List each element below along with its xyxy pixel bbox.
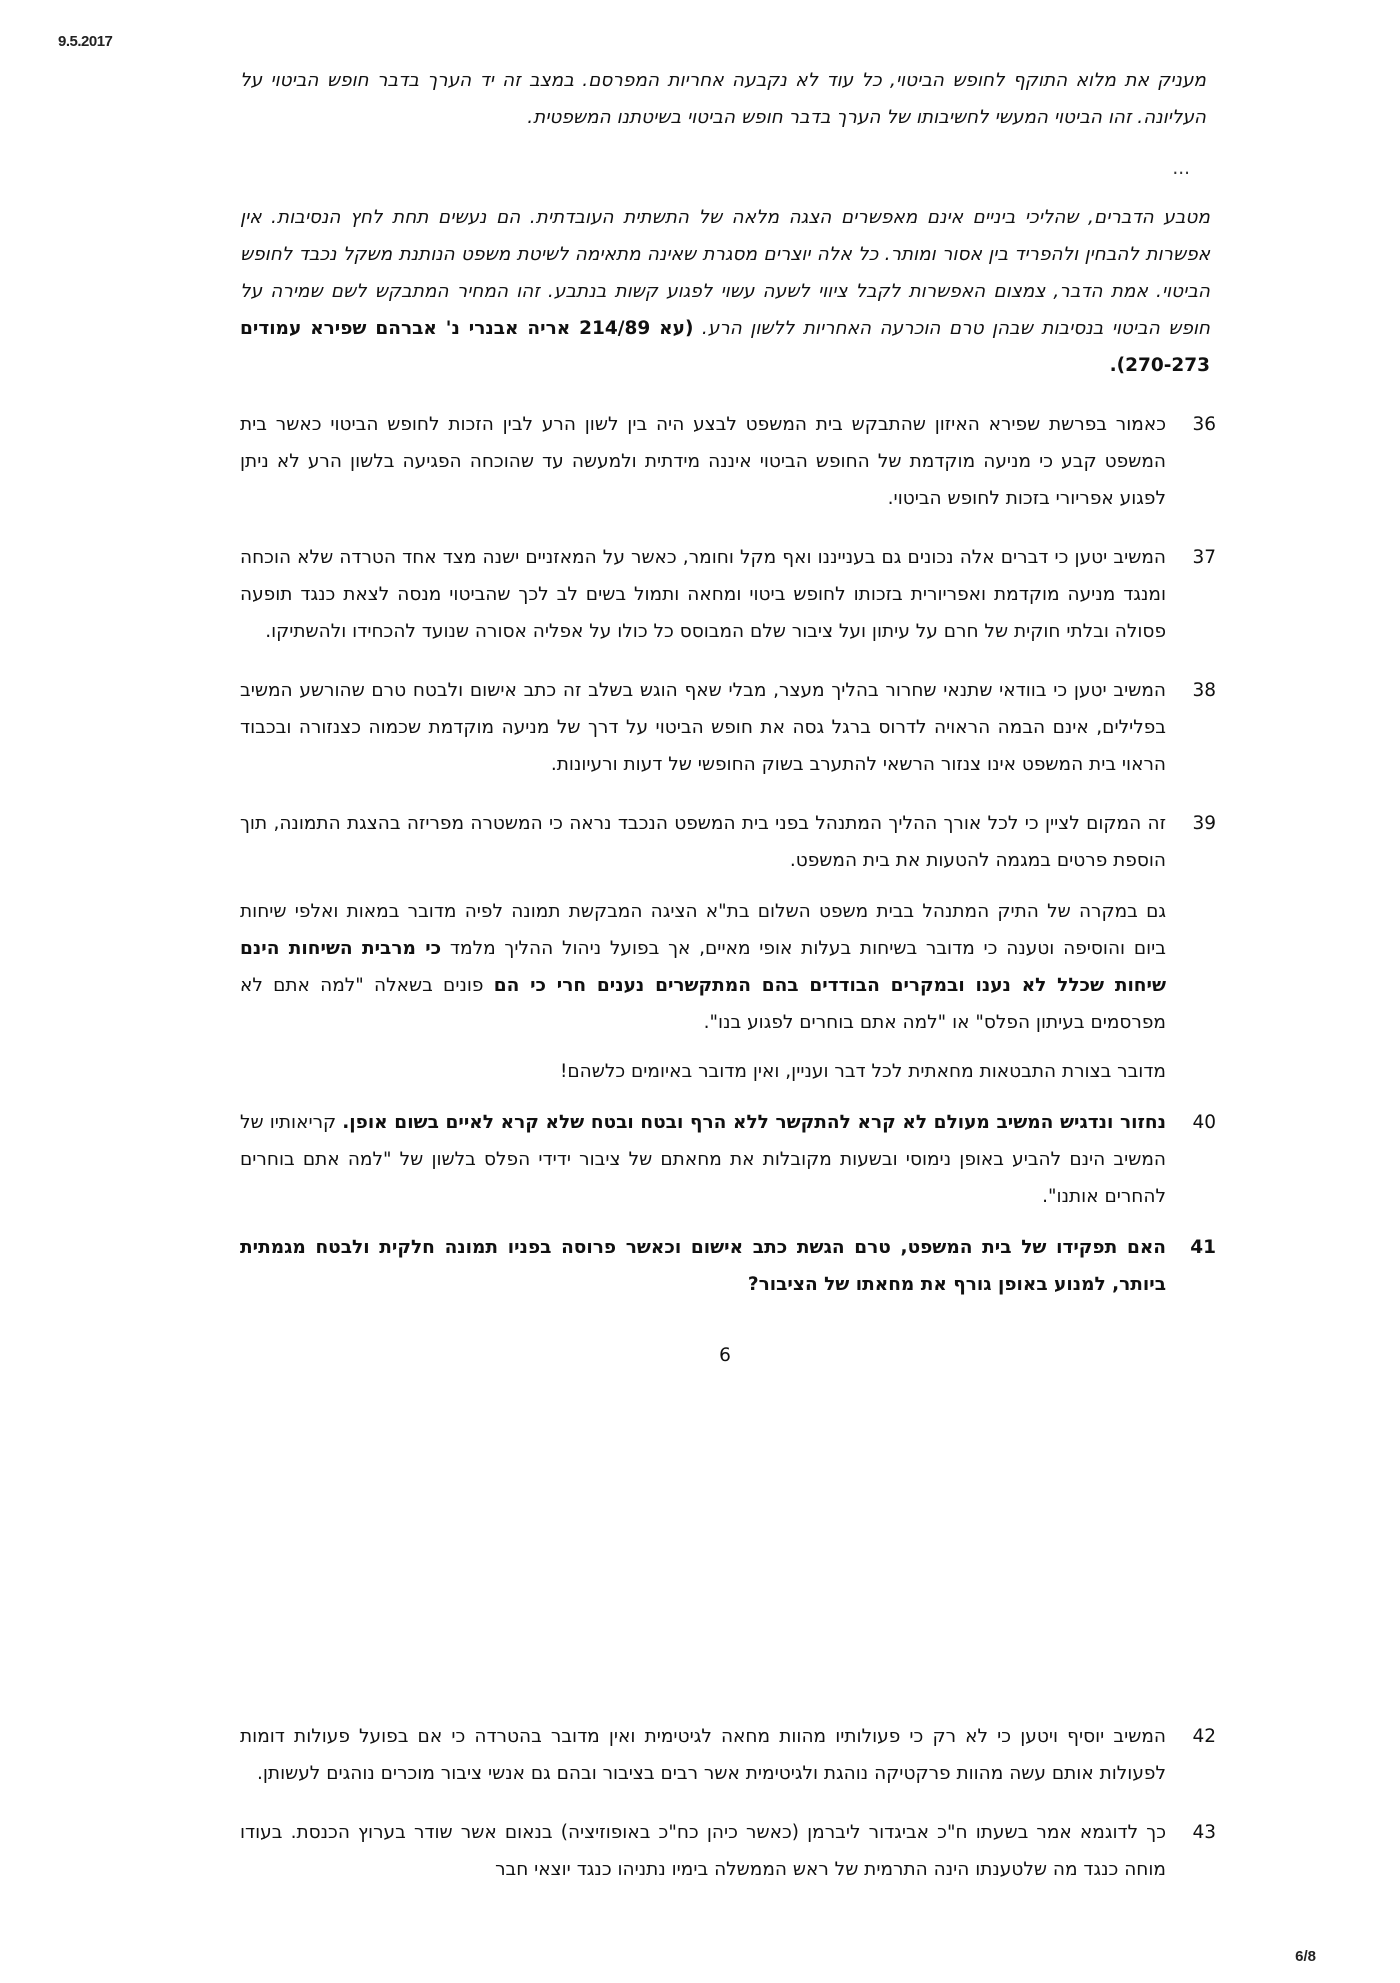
document-page-6 [240,50,1216,1374]
paragraph-number: 43 [1192,1822,1216,1843]
page-counter: 6/8 [1295,1948,1316,1965]
paragraph-37 [240,539,1216,650]
paragraph-38 [240,672,1216,783]
ellipsis: ... [1172,158,1190,179]
continuation-text: גם במקרה של התיק המתנהל בבית משפט השלום בת"א הציגה המבקשת תמונה לפיה מדובר במאות ואלפי שיחות ביום והוסיפה וטענה כי מדובר בשיחות בעלות אופי מאיים, אך בפועל ניהול ההליך מלמד [240,901,1166,959]
continuation-bold: כי מרבית השיחות הינם שיחות שכלל לא נענו ובמקרים הבודדים בהם המתקשרים נענים חרי כי הם [240,938,1166,996]
quote-top: מעניק את מלוא התוקף לחופש הביטוי, כל עוד לא נקבעה אחריות המפרסם. במצב זה יד הערך בדבר חופש הביטוי על העליונה. זהו הביטוי המעשי לחשיבותו של הערך בדבר חופש הביטוי בשיטתנו המשפטית. [240,70,1206,128]
paragraph-39 [240,805,1216,879]
page-number: 6 [719,1345,731,1366]
quote-main [240,199,1210,384]
paragraph-36 [240,406,1216,517]
paragraph-39-continuation [240,893,1210,1041]
paragraph-text: האם תפקידו של בית המשפט, טרם הגשת כתב אישום וכאשר פרוסה בפניו תמונה חלקית ולבטח מגמתית ביותר, למנוע באופן גורף את מחאתו של הציבור? [240,1237,1166,1295]
paragraph-text: קריאותיו של המשיב הינם להביע באופן נימוסי ובשעות מקובלות את מחאתם של ציבור ידידי הפלס בלשון של "למה אתם בוחרים להחרים אותנו". [240,1112,1166,1207]
paragraph-39-note: מדובר בצורת התבטאות מחאתית לכל דבר ועניין, ואין מדובר באיומים כלשהם! [559,1061,1166,1082]
paragraph-number: 40 [1192,1112,1216,1133]
paragraph-number: 37 [1192,547,1216,568]
paragraph-bold: נחזור ונדגיש המשיב מעולם לא קרא להתקשר ללא הרף ובטח ובטח שלא קרא לאיים בשום אופן. [342,1112,1166,1133]
paragraph-text: כאמור בפרשת שפירא האיזון שהתבקש בית המשפט לבצע היה בין לשון הרע לבין הזכות לחופש הביטוי כאשר בית המשפט קבע כי מניעה מוקדמת של החופש הביטוי איננה מידתית ולמעשה עד שהוכחה הפגיעה בלשון הרע לא ניתן לפגוע אפריורי בזכות לחופש הביטוי. [240,414,1166,509]
paragraph-number: 38 [1192,680,1216,701]
document-page-7 [240,1718,1216,1888]
paragraph-number: 42 [1192,1726,1216,1747]
paragraph-text: כך לדוגמא אמר בשעתו ח"כ אביגדור ליברמן (כאשר כיהן כח"כ באופוזיציה) בנאום אשר שודר בערוץ הכנסת. בעודו מוחה כנגד מה שלטענתו הינה התרמית של ראש הממשלה בימיו נתניהו כנגד יוצאי חבר [240,1822,1166,1880]
paragraph-40 [240,1104,1216,1215]
paragraph-number: 39 [1192,813,1216,834]
quote-citation: (עא 214/89 אריה אבנרי נ' אברהם שפירא עמודים 270-273). [240,318,1210,376]
paragraph-number: 36 [1192,414,1216,435]
paragraph-41 [240,1229,1216,1303]
print-date: 9.5.2017 [58,33,113,50]
paragraph-number: 41 [1190,1237,1216,1258]
continuation-text-end: פונים בשאלה "למה אתם לא מפרסמים בעיתון הפלס" או "למה אתם בוחרים לפגוע בנו". [240,975,1166,1033]
paragraph-text: זה המקום לציין כי לכל אורך ההליך המתנהל בפני בית המשפט הנכבד נראה כי המשטרה מפריזה בהצגת התמונה, תוך הוספת פרטים במגמה להטעות את בית המשפט. [240,813,1166,871]
quote-main-text: מטבע הדברים, שהליכי ביניים אינם מאפשרים הצגה מלאה של התשתית העובדתית. הם נעשים תחת לחץ הנסיבות. אין אפשרות להבחין ולהפריד בין אסור ומותר. כל אלה יוצרים מסגרת שאינה מתאימה לשיטת משפט הנותנת משקל נכבד לחופש הביטוי. אמת הדבר, צמצום האפשרות לקבל ציווי לשעה עשוי לפגוע קשות בנתבע. זהו המחיר המתבקש לשם שמירה על חופש הביטוי בנסיבות שבהן טרם הוכרעה האחריות ללשון הרע. [240,207,1210,339]
paragraph-text: המשיב יטען כי בוודאי שתנאי שחרור בהליך מעצר, מבלי שאף הוגש בשלב זה כתב אישום ולבטח טרם שהורשע המשיב בפלילים, אינם הבמה הראויה לדרוס ברגל גסה את חופש הביטוי על דרך של מניעה מוקדמת שכמוה כצנזורה ובכבוד הראוי בית המשפט אינו צנזור הרשאי להתערב בשוק החופשי של דעות ורעיונות. [240,680,1166,775]
paragraph-text: המשיב יטען כי דברים אלה נכונים גם בענייננו ואף מקל וחומר, כאשר על המאזניים ישנה מצד אחד הטרדה שלא הוכחה ומנגד מניעה מוקדמת ואפריורית בזכותו לחופש ביטוי ומחאה ותמול בשים לב לכך שהביטוי מנסה לצאת כנגד תופעה פסולה ובלתי חוקית של חרם על עיתון ועל ציבור שלם המבוסס כל כולו על אפליה אסורה שנועד להכחידו ולהשתיקו. [240,547,1166,642]
paragraph-42 [240,1718,1216,1792]
paragraph-text: המשיב יוסיף ויטען כי לא רק כי פעולותיו מהוות מחאה לגיטימית ואין מדובר בהטרדה כי אם בפועל פעולות דומות לפעולות אותם עשה מהוות פרקטיקה נוהגת ולגיטימית אשר רבים בציבור ובהם גם אנשי ציבור מוכרים נוהגים לעשותן. [240,1726,1166,1784]
paragraph-43 [240,1814,1216,1888]
